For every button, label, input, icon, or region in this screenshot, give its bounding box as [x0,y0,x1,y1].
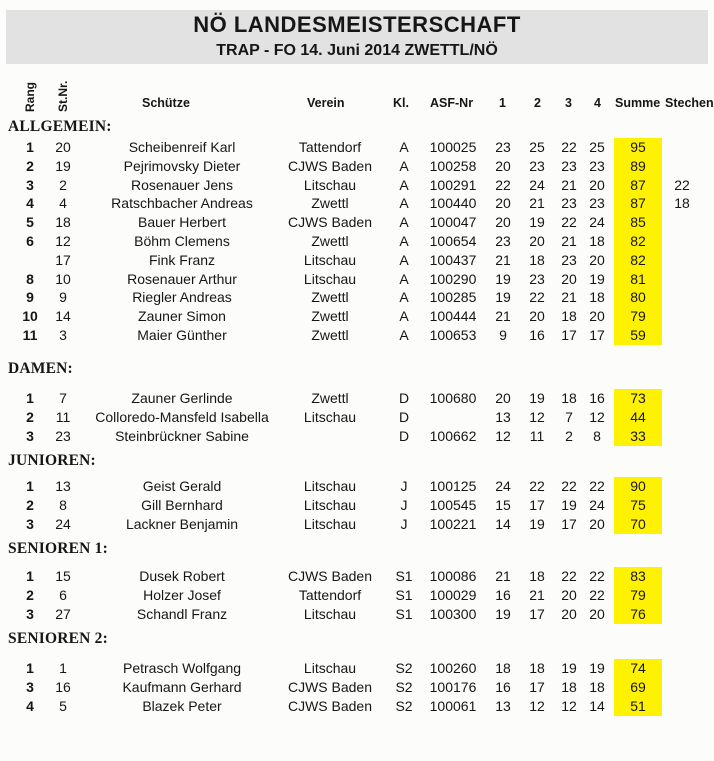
round-1: 19 [495,606,511,622]
rank: 3 [26,606,34,622]
page-subtitle: TRAP - FO 14. Juni 2014 ZWETTL/NÖ [216,42,498,59]
col-header-r1: 1 [499,96,506,110]
class: A [399,252,409,268]
round-4: 12 [589,409,605,425]
rank: 1 [26,478,34,494]
shooter-name: Maier Günther [137,327,227,343]
table-row [0,389,714,408]
table-row [0,408,714,427]
asf-number: 100047 [429,214,477,230]
round-2: 16 [529,327,545,343]
start-number: 3 [59,327,67,343]
round-2: 21 [529,195,545,211]
table-row [0,605,714,624]
total: 74 [614,659,662,678]
shooter-name: Zauner Gerlinde [131,390,233,406]
start-number: 12 [55,233,71,249]
start-number: 16 [55,679,71,695]
round-4: 22 [589,478,605,494]
col-header-verein: Verein [307,96,345,110]
club: CJWS Baden [287,214,373,230]
class: D [398,409,410,425]
total: 80 [614,288,662,307]
club: Zwettl [311,327,349,343]
rank: 2 [26,497,34,513]
round-3: 20 [561,271,577,287]
round-4: 18 [589,289,605,305]
round-2: 11 [529,428,545,444]
rank: 3 [26,428,34,444]
shooter-name: Böhm Clemens [134,233,230,249]
class: A [399,177,409,193]
round-3: 22 [561,568,577,584]
round-1: 21 [495,252,511,268]
class: A [399,139,409,155]
asf-number: 100061 [429,698,477,714]
table-row [0,515,714,534]
asf-number: 100025 [429,139,477,155]
rank: 4 [26,195,34,211]
class: A [399,271,409,287]
start-number: 18 [55,214,71,230]
rank: 3 [26,516,34,532]
shooter-name: Lackner Benjamin [125,516,239,532]
round-1: 9 [499,327,507,343]
start-number: 5 [59,698,67,714]
club: Litschau [303,252,357,268]
start-number: 7 [59,390,67,406]
club: Tattendorf [298,139,362,155]
club: Zwettl [311,308,349,324]
round-4: 24 [589,497,605,513]
round-1: 20 [495,390,511,406]
total: 76 [614,605,662,624]
start-number: 1 [59,660,67,676]
class: S1 [395,606,413,622]
table-row [0,659,714,678]
class: A [399,327,409,343]
round-4: 20 [589,606,605,622]
total: 85 [614,213,662,232]
class: A [399,289,409,305]
col-header-r2: 2 [534,96,541,110]
shooter-name: Steinbrückner Sabine [115,428,249,444]
round-4: 23 [589,195,605,211]
col-header-r4: 4 [594,96,601,110]
round-2: 18 [529,252,545,268]
asf-number: 100285 [429,289,477,305]
rank: 1 [26,139,34,155]
start-number: 6 [59,587,67,603]
asf-number: 100680 [429,390,477,406]
total: 81 [614,270,662,289]
round-1: 18 [495,660,511,676]
round-1: 20 [495,158,511,174]
shoot-off: 22 [674,177,690,193]
page-title: NÖ LANDESMEISTERSCHAFT [193,12,521,37]
total: 89 [614,157,662,176]
class: S2 [395,660,413,676]
club: CJWS Baden [287,568,373,584]
asf-number: 100653 [429,327,477,343]
class: J [400,497,408,513]
round-4: 24 [589,214,605,230]
round-4: 22 [589,568,605,584]
section-heading: SENIOREN 1: [8,540,108,557]
rank: 10 [22,308,38,324]
asf-number: 100029 [429,587,477,603]
round-2: 22 [529,289,545,305]
section-heading: ALLGEMEIN: [8,118,112,135]
asf-number: 100300 [429,606,477,622]
round-1: 20 [495,195,511,211]
round-2: 22 [529,478,545,494]
round-2: 23 [529,271,545,287]
round-4: 20 [589,516,605,532]
round-1: 13 [495,409,511,425]
total: 44 [614,408,662,427]
asf-number: 100437 [429,252,477,268]
round-3: 20 [561,606,577,622]
round-3: 22 [561,214,577,230]
club: Zwettl [311,390,349,406]
club: Litschau [303,409,357,425]
table-row [0,194,714,213]
asf-number: 100654 [429,233,477,249]
round-1: 21 [495,308,511,324]
club: Litschau [303,478,357,494]
club: Zwettl [311,195,349,211]
club: CJWS Baden [287,679,373,695]
section-heading: SENIOREN 2: [8,630,108,647]
start-number: 8 [59,497,67,513]
round-3: 21 [561,177,577,193]
round-1: 21 [495,568,511,584]
table-row [0,427,714,446]
round-4: 17 [589,327,605,343]
round-1: 23 [495,233,511,249]
class: A [399,195,409,211]
table-row [0,251,714,270]
class: S1 [395,568,413,584]
class: J [400,516,408,532]
start-number: 14 [55,308,71,324]
col-header-r3: 3 [565,96,572,110]
rank: 2 [26,409,34,425]
class: S2 [395,679,413,695]
shooter-name: Riegler Andreas [132,289,232,305]
round-1: 13 [495,698,511,714]
round-1: 20 [495,214,511,230]
total: 70 [614,515,662,534]
section-heading: JUNIOREN: [8,452,96,469]
round-3: 7 [565,409,573,425]
round-4: 23 [589,158,605,174]
round-2: 20 [529,308,545,324]
rank: 4 [26,698,34,714]
club: Litschau [303,177,357,193]
total: 59 [614,326,662,345]
club: Tattendorf [298,587,362,603]
table-row [0,232,714,251]
shooter-name: Rosenauer Jens [131,177,233,193]
club: CJWS Baden [287,698,373,714]
table-row [0,678,714,697]
shooter-name: Kaufmann Gerhard [122,679,242,695]
start-number: 10 [55,271,71,287]
shooter-name: Colloredo-Mansfeld Isabella [95,409,269,425]
total: 87 [614,194,662,213]
round-2: 18 [529,660,545,676]
asf-number: 100662 [429,428,477,444]
round-1: 14 [495,516,511,532]
round-4: 8 [593,428,601,444]
round-3: 23 [561,252,577,268]
table-row [0,213,714,232]
asf-number: 100545 [429,497,477,513]
round-4: 20 [589,252,605,268]
rank: 1 [26,568,34,584]
table-row [0,288,714,307]
col-header-stechen: Stechen [665,96,714,110]
asf-number: 100258 [429,158,477,174]
round-3: 18 [561,679,577,695]
round-1: 12 [495,428,511,444]
table-row [0,307,714,326]
col-header-stnr: St.Nr. [56,80,70,112]
col-header-kl: Kl. [393,96,409,110]
total: 83 [614,567,662,586]
round-2: 24 [529,177,545,193]
round-2: 25 [529,139,545,155]
class: A [399,308,409,324]
round-4: 25 [589,139,605,155]
table-row [0,496,714,515]
round-3: 23 [561,195,577,211]
total: 79 [614,586,662,605]
table-row [0,697,714,716]
table-row [0,326,714,345]
shooter-name: Bauer Herbert [138,214,226,230]
col-header-summe: Summe [615,96,661,110]
round-4: 18 [589,679,605,695]
round-1: 15 [495,497,511,513]
total: 82 [614,251,662,270]
total: 75 [614,496,662,515]
round-2: 21 [529,587,545,603]
table-row [0,157,714,176]
club: CJWS Baden [287,158,373,174]
shoot-off: 18 [674,195,690,211]
round-3: 18 [561,308,577,324]
shooter-name: Holzer Josef [143,587,221,603]
asf-number: 100221 [429,516,477,532]
club: Litschau [303,271,357,287]
round-3: 21 [561,289,577,305]
asf-number: 100444 [429,308,477,324]
round-3: 20 [561,587,577,603]
total: 33 [614,427,662,446]
asf-number: 100086 [429,568,477,584]
total: 51 [614,697,662,716]
rank: 3 [26,679,34,695]
start-number: 4 [59,195,67,211]
rank: 11 [22,327,38,343]
rank: 3 [26,177,34,193]
shooter-name: Schandl Franz [136,606,228,622]
round-3: 17 [561,516,577,532]
asf-number: 100440 [429,195,477,211]
total: 79 [614,307,662,326]
round-1: 24 [495,478,511,494]
shooter-name: Rosenauer Arthur [127,271,237,287]
round-4: 19 [589,271,605,287]
round-2: 20 [529,233,545,249]
round-2: 19 [529,214,545,230]
total: 87 [614,176,662,195]
start-number: 2 [59,177,67,193]
round-4: 14 [589,698,605,714]
asf-number: 100125 [429,478,477,494]
start-number: 11 [55,409,71,425]
shooter-name: Scheibenreif Karl [128,139,236,155]
start-number: 23 [55,428,71,444]
shooter-name: Pejrimovsky Dieter [123,158,241,174]
start-number: 17 [55,252,71,268]
round-3: 19 [561,660,577,676]
table-row [0,270,714,289]
asf-number: 100176 [429,679,477,695]
club: Litschau [303,660,357,676]
round-3: 17 [561,327,577,343]
round-2: 12 [529,409,545,425]
club: Litschau [303,516,357,532]
class: A [399,233,409,249]
rank: 9 [26,289,34,305]
round-4: 19 [589,660,605,676]
class: A [399,158,409,174]
round-3: 19 [561,497,577,513]
shooter-name: Fink Franz [148,252,216,268]
round-2: 18 [529,568,545,584]
rank: 8 [26,271,34,287]
round-3: 12 [561,698,577,714]
asf-number: 100290 [429,271,477,287]
total: 73 [614,389,662,408]
club: Zwettl [311,289,349,305]
shooter-name: Petrasch Wolfgang [122,660,242,676]
table-row [0,586,714,605]
class: A [399,214,409,230]
round-4: 18 [589,233,605,249]
shooter-name: Dusek Robert [139,568,225,584]
col-header-schuetze: Schütze [142,96,190,110]
section-heading: DAMEN: [8,360,73,377]
rank: 5 [26,214,34,230]
round-1: 16 [495,679,511,695]
rank: 2 [26,587,34,603]
shooter-name: Gill Bernhard [141,497,223,513]
shooter-name: Geist Gerald [142,478,222,494]
start-number: 24 [55,516,71,532]
total: 82 [614,232,662,251]
start-number: 9 [59,289,67,305]
class: S1 [395,587,413,603]
table-row [0,477,714,496]
round-4: 20 [589,177,605,193]
col-header-asf: ASF-Nr [430,96,474,110]
class: D [398,428,410,444]
class: J [400,478,408,494]
total: 90 [614,477,662,496]
round-2: 12 [529,698,545,714]
start-number: 13 [55,478,71,494]
round-4: 22 [589,587,605,603]
rank: 6 [26,233,34,249]
round-1: 23 [495,139,511,155]
round-3: 22 [561,139,577,155]
table-row [0,138,714,157]
class: S2 [395,698,413,714]
table-row [0,176,714,195]
round-4: 16 [589,390,605,406]
round-3: 22 [561,478,577,494]
start-number: 27 [55,606,71,622]
asf-number: 100260 [429,660,477,676]
round-2: 19 [529,516,545,532]
round-4: 20 [589,308,605,324]
round-2: 17 [529,497,545,513]
shooter-name: Blazek Peter [142,698,222,714]
round-1: 22 [495,177,511,193]
round-2: 19 [529,390,545,406]
round-2: 17 [529,679,545,695]
club: Zwettl [311,233,349,249]
total: 95 [614,138,662,157]
total: 69 [614,678,662,697]
start-number: 15 [55,568,71,584]
table-row [0,567,714,586]
round-1: 16 [495,587,511,603]
start-number: 20 [55,139,71,155]
rank: 2 [26,158,34,174]
class: D [398,390,410,406]
round-2: 23 [529,158,545,174]
round-3: 21 [561,233,577,249]
club: Litschau [303,606,357,622]
round-1: 19 [495,271,511,287]
round-3: 18 [561,390,577,406]
asf-number: 100291 [429,177,477,193]
shooter-name: Ratschbacher Andreas [111,195,253,211]
rank: 1 [26,660,34,676]
col-header-rang: Rang [23,82,37,112]
round-3: 23 [561,158,577,174]
club: Litschau [303,497,357,513]
rank: 1 [26,390,34,406]
start-number: 19 [55,158,71,174]
shooter-name: Zauner Simon [138,308,226,324]
round-1: 19 [495,289,511,305]
round-3: 2 [565,428,573,444]
round-2: 17 [529,606,545,622]
